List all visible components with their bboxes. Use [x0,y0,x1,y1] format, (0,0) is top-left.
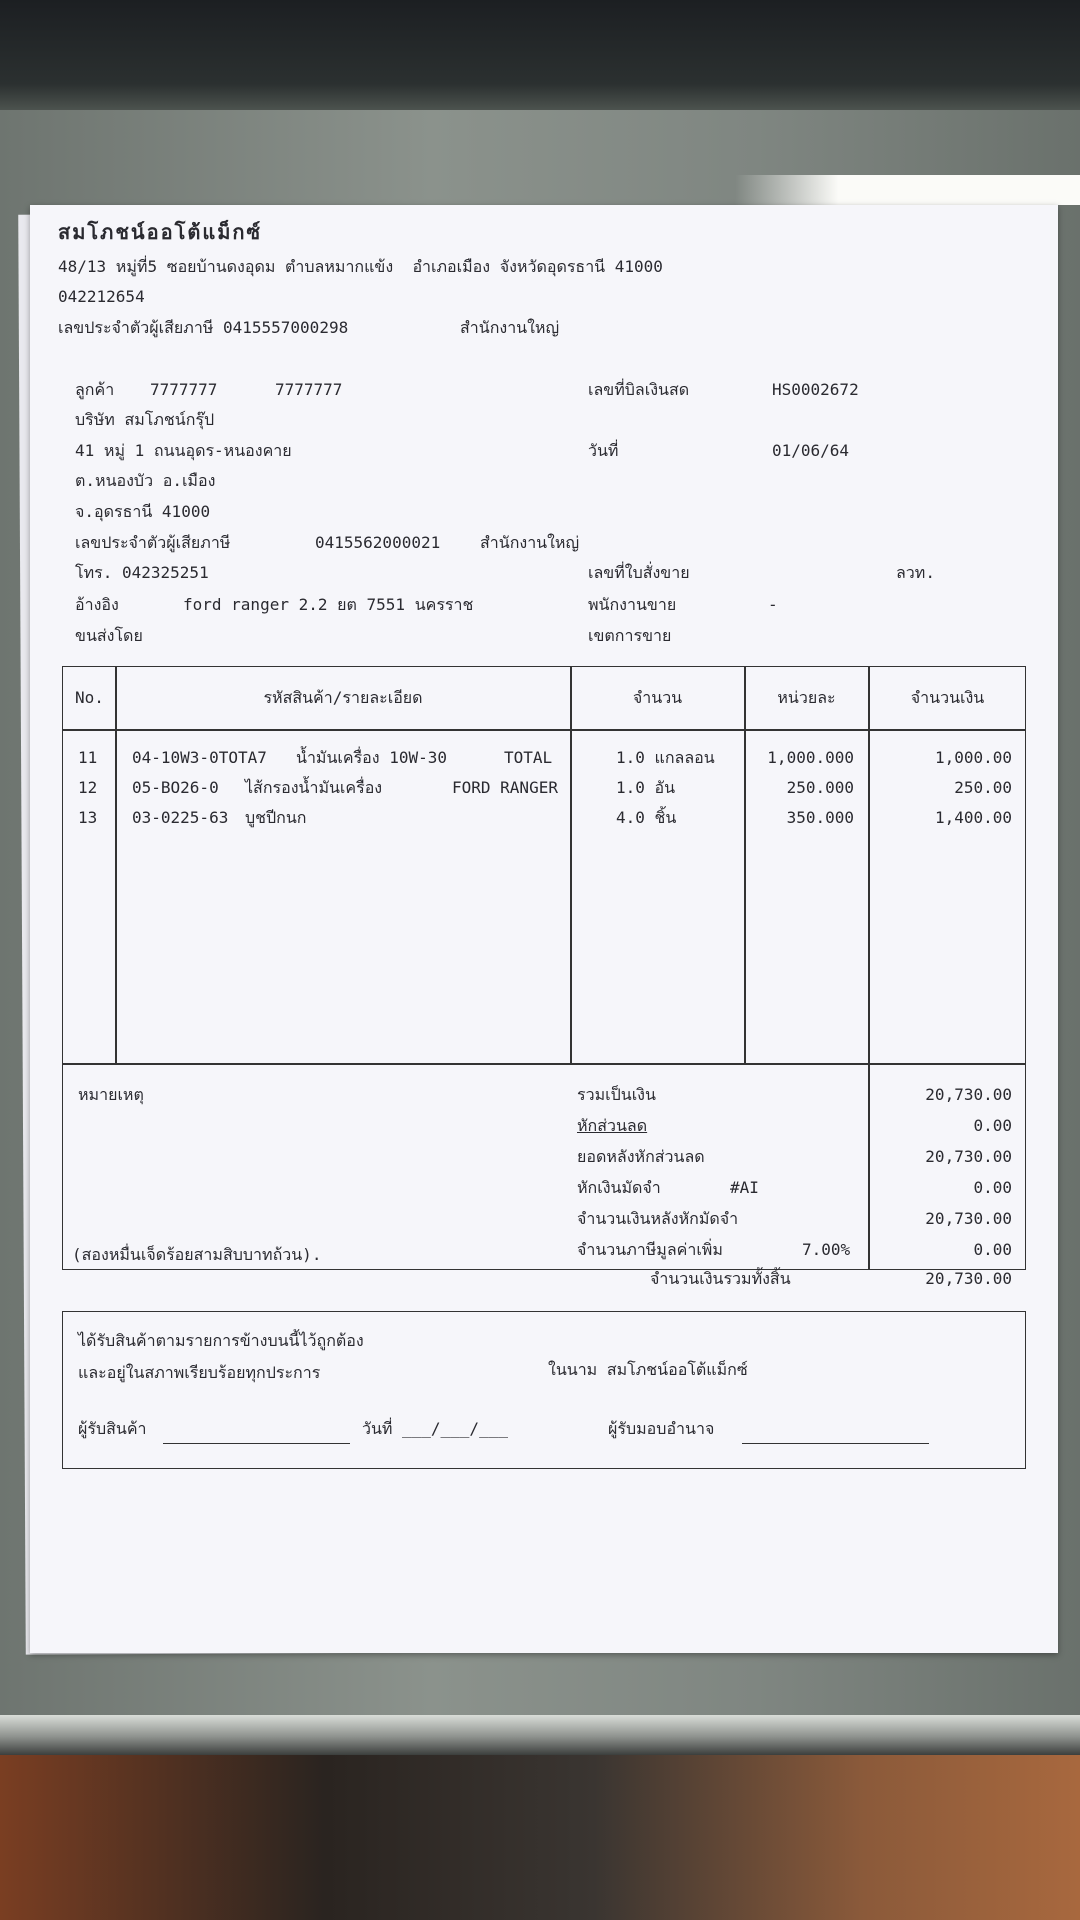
row-description: ไส้กรองน้ำมันเครื่อง [245,778,383,797]
sales-area-label: เขตการขาย [588,626,672,645]
received-note-2: และอยู่ในสภาพเรียบร้อยทุกประการ [78,1363,321,1382]
company-tax-id: เลขประจำตัวผู้เสียภาษี 0415557000298 [58,318,349,337]
grand-total-label: จำนวนเงินรวมทั้งสิ้น [650,1269,791,1288]
row-description: น้ำมันเครื่อง 10W-30 [296,748,448,767]
row-no: 11 [78,748,98,767]
customer-phone: โทร. 042325251 [75,563,209,582]
customer-address-3: จ.อุดรธานี 41000 [75,502,211,521]
deposit-label: หักเงินมัดจำ [577,1178,661,1197]
row-brand: FORD RANGER [452,778,558,797]
remark-label: หมายเหตุ [78,1085,144,1104]
column-line-2 [570,666,572,1064]
after-discount-value: 20,730.00 [925,1147,1012,1166]
row-amount: 1,400.00 [934,808,1012,827]
received-note-1: ได้รับสินค้าตามรายการข้างบนนี้ไว้ถูกต้อง [78,1331,364,1350]
customer-code-2: 7777777 [275,380,343,399]
column-line-3 [744,666,746,1064]
on-behalf-of: ในนาม สมโภชน์ออโต้แม็กซ์ [548,1360,748,1379]
receive-date-blank: ___/___/___ [402,1419,508,1438]
row-quantity: 1.0 แกลลอน [616,748,715,767]
customer-tax-id: 0415562000021 [315,533,441,552]
light-glare [735,175,1080,205]
invoice-date: 01/06/64 [772,441,850,460]
table-header-divider [62,729,1026,731]
customer-code: 7777777 [150,380,218,399]
invoice-paper [30,205,1058,1653]
sales-order-label: เลขที่ใบสั่งขาย [588,563,690,582]
receiver-label: ผู้รับสินค้า [78,1419,147,1438]
row-brand: TOTAL [504,748,553,767]
amount-in-words: (สองหมื่นเจ็ดร้อยสามสิบบาทถ้วน). [72,1245,322,1264]
row-unit-price: 1,000.000 [767,748,854,767]
after-deposit-value: 20,730.00 [925,1209,1012,1228]
receive-date-label: วันที่ [362,1419,393,1438]
floor [0,1755,1080,1920]
authorized-label: ผู้รับมอบอำนาจ [608,1419,715,1438]
header-description: รหัสสินค้า/รายละเอียด [263,688,423,707]
vat-value: 0.00 [973,1240,1012,1259]
discount-label: หักส่วนลด [577,1116,648,1135]
salesperson-value: - [768,595,778,614]
column-line-1 [115,666,117,1064]
row-code: 05-BO26-0 [132,778,219,797]
row-code: 03-0225-63 [132,808,229,827]
discount-value: 0.00 [973,1116,1012,1135]
header-no: No. [75,688,104,707]
header-amount: จำนวนเงิน [910,688,985,707]
deposit-code: #AI [730,1178,759,1197]
customer-address-1: 41 หมู่ 1 ถนนอุดร-หนองคาย [75,441,292,460]
row-code: 04-10W3-0TOTA7 [132,748,267,767]
customer-tax-label: เลขประจำตัวผู้เสียภาษี [75,533,231,552]
invoice-date-label: วันที่ [588,441,619,460]
customer-branch: สำนักงานใหญ่ [480,533,580,552]
row-quantity: 1.0 อัน [616,778,676,797]
bill-number-label: เลขที่บิลเงินสด [588,380,690,399]
after-deposit-label: จำนวนเงินหลังหักมัดจำ [577,1209,739,1228]
subtotal-label: รวมเป็นเงิน [577,1085,656,1104]
row-amount: 250.00 [954,778,1012,797]
grand-total-value: 20,730.00 [925,1269,1012,1288]
row-no: 12 [78,778,98,797]
customer-label: ลูกค้า [75,380,115,399]
vat-rate: 7.00% [802,1240,851,1259]
row-no: 13 [78,808,98,827]
company-address: 48/13 หมู่ที่5 ซอยบ้านดงอุดม ตำบลหมากแข้ง อำเภอเมือง จังหวัดอุดรธานี 41000 [58,257,663,276]
after-discount-label: ยอดหลังหักส่วนลด [577,1147,705,1166]
vat-label: จำนวนภาษีมูลค่าเพิ่ม [577,1240,723,1259]
customer-name: บริษัท สมโภชน์กรุ๊ป [75,410,215,429]
row-amount: 1,000.00 [934,748,1012,767]
company-branch: สำนักงานใหญ่ [460,318,560,337]
row-unit-price: 250.000 [786,778,854,797]
salesperson-label: พนักงานขาย [588,595,677,614]
shipping-label: ขนส่งโดย [75,626,143,645]
table-edge [0,1715,1080,1755]
row-unit-price: 350.000 [786,808,854,827]
reference-value: ford ranger 2.2 ยต 7551 นครราช [183,595,474,614]
customer-address-2: ต.หนองบัว อ.เมือง [75,471,216,490]
background-top [0,0,1080,120]
reference-label: อ้างอิง [75,595,119,614]
deposit-value: 0.00 [973,1178,1012,1197]
header-unit-price: หน่วยละ [777,688,836,707]
table-body-divider [62,1063,1026,1065]
header-quantity: จำนวน [632,688,683,707]
bill-number: HS0002672 [772,380,859,399]
company-name: สมโภชน์ออโต้แม็กซ์ [58,220,263,244]
authorized-signature-line [742,1443,929,1444]
receiver-signature-line [163,1443,350,1444]
credit-label: ลวท. [896,563,935,582]
subtotal-value: 20,730.00 [925,1085,1012,1104]
company-phone: 042212654 [58,287,145,306]
row-quantity: 4.0 ชิ้น [616,808,677,827]
row-description: บูชปีกนก [245,808,307,827]
